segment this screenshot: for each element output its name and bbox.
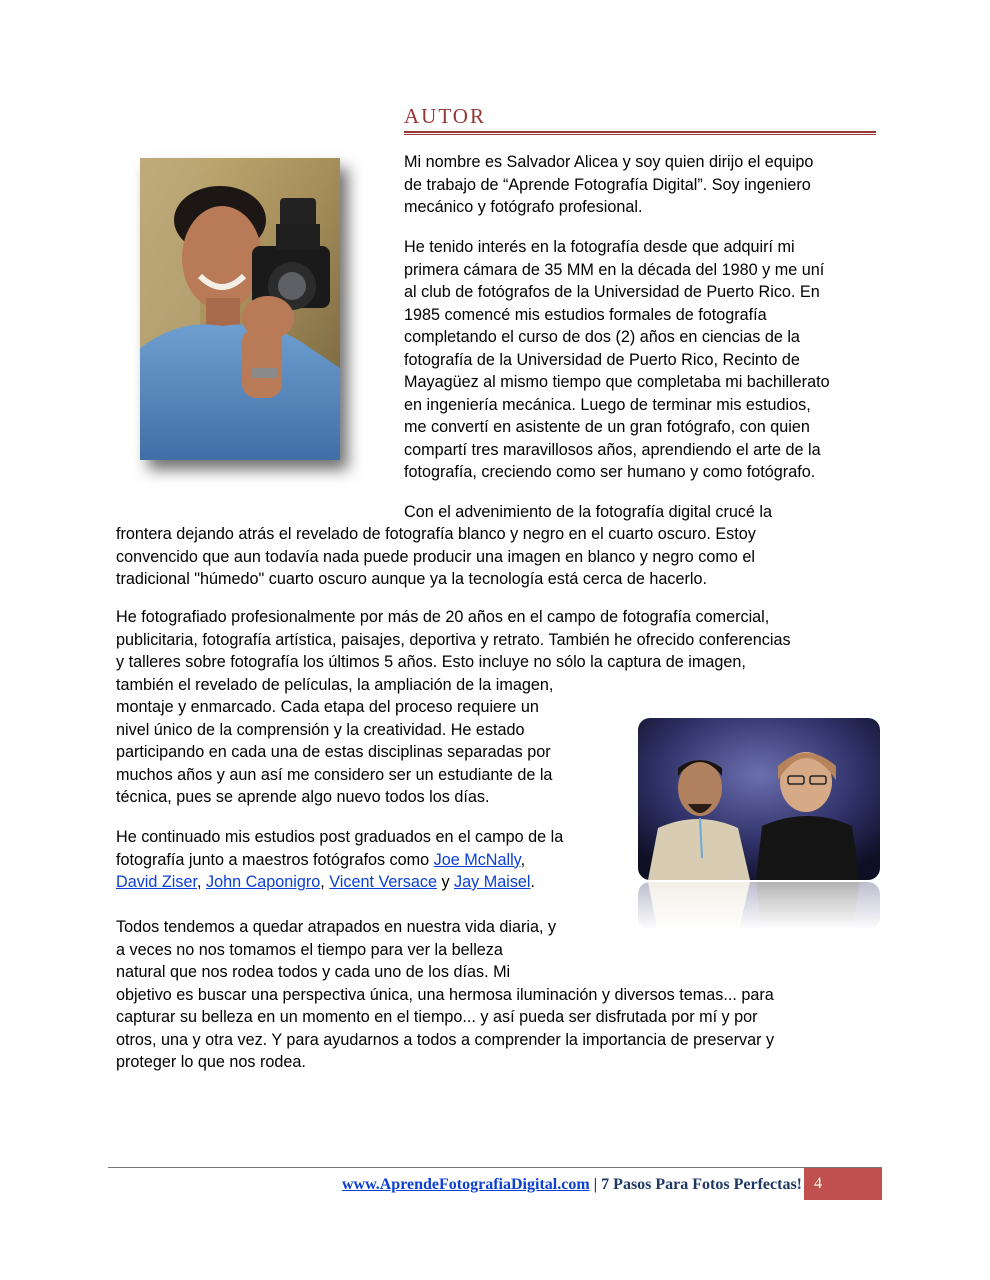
- text-line: He tenido interés en la fotografía desde que adquirí mi: [404, 238, 795, 256]
- text-line: frontera dejando atrás el revelado de fotografía blanco y negro en el cuarto oscuro. Estoy: [116, 525, 756, 543]
- link-vicent-versace[interactable]: Vicent Versace: [329, 873, 437, 891]
- text-line: convencido que aun todavía nada puede producir una imagen en blanco y negro como el: [116, 547, 755, 566]
- text-segment: ,: [520, 850, 526, 869]
- text-line: publicitaria, fotografía artística, paisajes, deportiva y retrato. También he ofrecido conferencias: [116, 630, 791, 649]
- text-line: al club de fotógrafos de la Universidad de Puerto Rico. En: [404, 283, 820, 301]
- link-john-caponigro[interactable]: John Caponigro: [205, 873, 321, 891]
- text-line: capturar su belleza en un momento en el tiempo... y así pueda ser disfrutada por mí y por: [116, 1008, 758, 1026]
- author-portrait-photo: [140, 158, 340, 460]
- digital-paragraph: [116, 523, 756, 591]
- heading-divider: [404, 131, 876, 136]
- text-line: también el revelado de películas, la ampliación de la imagen,: [116, 675, 554, 694]
- footer: [108, 1176, 802, 1194]
- text-segment: .: [530, 873, 536, 891]
- text-segment: y: [436, 873, 455, 891]
- text-line: primera cámara de 35 MM en la década del 1980 y me uní: [404, 260, 825, 279]
- link-joe-mcnally[interactable]: Joe McNally: [433, 850, 521, 869]
- footer-divider: [108, 1167, 882, 1168]
- text-line: He fotografiado profesionalmente por más de 20 años en el campo de fotografía comercial,: [116, 608, 770, 626]
- closing-paragraph: [116, 916, 774, 1074]
- intro-paragraph: [404, 151, 813, 219]
- photographers-group-photo: [638, 718, 880, 880]
- footer-website-link[interactable]: www.AprendeFotografiaDigital.com: [341, 1176, 590, 1193]
- text-line: 1985 comencé mis estudios formales de fotografía: [404, 305, 767, 324]
- text-line: y talleres sobre fotografía los últimos 5 años. Esto incluye no sólo la captura de imagen,: [116, 653, 746, 671]
- text-line: natural que nos rodea todos y cada uno de los días. Mi: [116, 963, 511, 981]
- text-line: de trabajo de “Aprende Fotografía Digital”. Soy ingeniero: [404, 175, 811, 194]
- history-paragraph: [404, 236, 830, 484]
- text-line: me convertí en asistente de un gran fotógrafo, con quien: [404, 418, 810, 436]
- text-line: mecánico y fotógrafo profesional.: [404, 198, 643, 216]
- link-jay-maisel[interactable]: Jay Maisel: [454, 873, 531, 891]
- text-line: Con el advenimiento de la fotografía digital crucé la: [404, 503, 773, 521]
- text-line: muchos años y aun así me considero ser un estudiante de la: [116, 765, 553, 784]
- section-heading: AUTOR: [404, 104, 486, 128]
- text-line: montaje y enmarcado. Cada etapa del proceso requiere un: [116, 698, 539, 716]
- text-line: en ingeniería mecánica. Luego de terminar mis estudios,: [404, 395, 811, 414]
- text-line: participando en cada una de estas disciplinas separadas por: [116, 743, 551, 761]
- text-line: Todos tendemos a quedar atrapados en nuestra vida diaria, y: [116, 918, 557, 936]
- text-line: tradicional "húmedo" cuarto oscuro aunque ya la tecnología está cerca de hacerlo.: [116, 570, 708, 588]
- link-david-ziser[interactable]: David Ziser: [116, 873, 197, 891]
- text-line: compartí tres maravillosos años, aprendiendo el arte de la: [404, 440, 821, 459]
- text-line: [116, 871, 563, 894]
- text-line: fotografía de la Universidad de Puerto Rico, Recinto de: [404, 350, 800, 369]
- text-line: técnica, pues se aprende algo nuevo todos los días.: [116, 788, 490, 806]
- footer-tagline: 7 Pasos Para Fotos Perfectas!: [601, 1176, 802, 1193]
- text-line: otros, una y otra vez. Y para ayudarnos a todos a comprender la importancia de preservar y: [116, 1030, 775, 1049]
- text-line: proteger lo que nos rodea.: [116, 1053, 306, 1071]
- text-segment: fotografía junto a maestros fotógrafos como: [116, 850, 434, 869]
- text-line: a veces no nos tomamos el tiempo para ver la belleza: [116, 940, 503, 959]
- text-line: [116, 849, 563, 872]
- page-number: 4: [804, 1168, 882, 1200]
- text-line: Mayagüez al mismo tiempo que completaba mi bachillerato: [404, 373, 830, 391]
- digital-paragraph-first-line: [404, 501, 772, 524]
- text-line: Mi nombre es Salvador Alicea y soy quien dirijo el equipo: [404, 153, 814, 171]
- footer-separator: |: [589, 1176, 602, 1193]
- studies-paragraph: [116, 826, 563, 894]
- text-line: nivel único de la comprensión y la creatividad. He estado: [116, 720, 525, 739]
- text-line: completando el curso de dos (2) años en ciencias de la: [404, 328, 800, 346]
- text-line: fotografía, creciendo como ser humano y como fotógrafo.: [404, 463, 816, 481]
- text-segment: ,: [320, 873, 330, 891]
- text-line: He continuado mis estudios post graduados en el campo de la: [116, 828, 564, 846]
- text-segment: ,: [196, 873, 206, 891]
- text-line: objetivo es buscar una perspectiva única, una hermosa iluminación y diversos temas... para: [116, 985, 774, 1004]
